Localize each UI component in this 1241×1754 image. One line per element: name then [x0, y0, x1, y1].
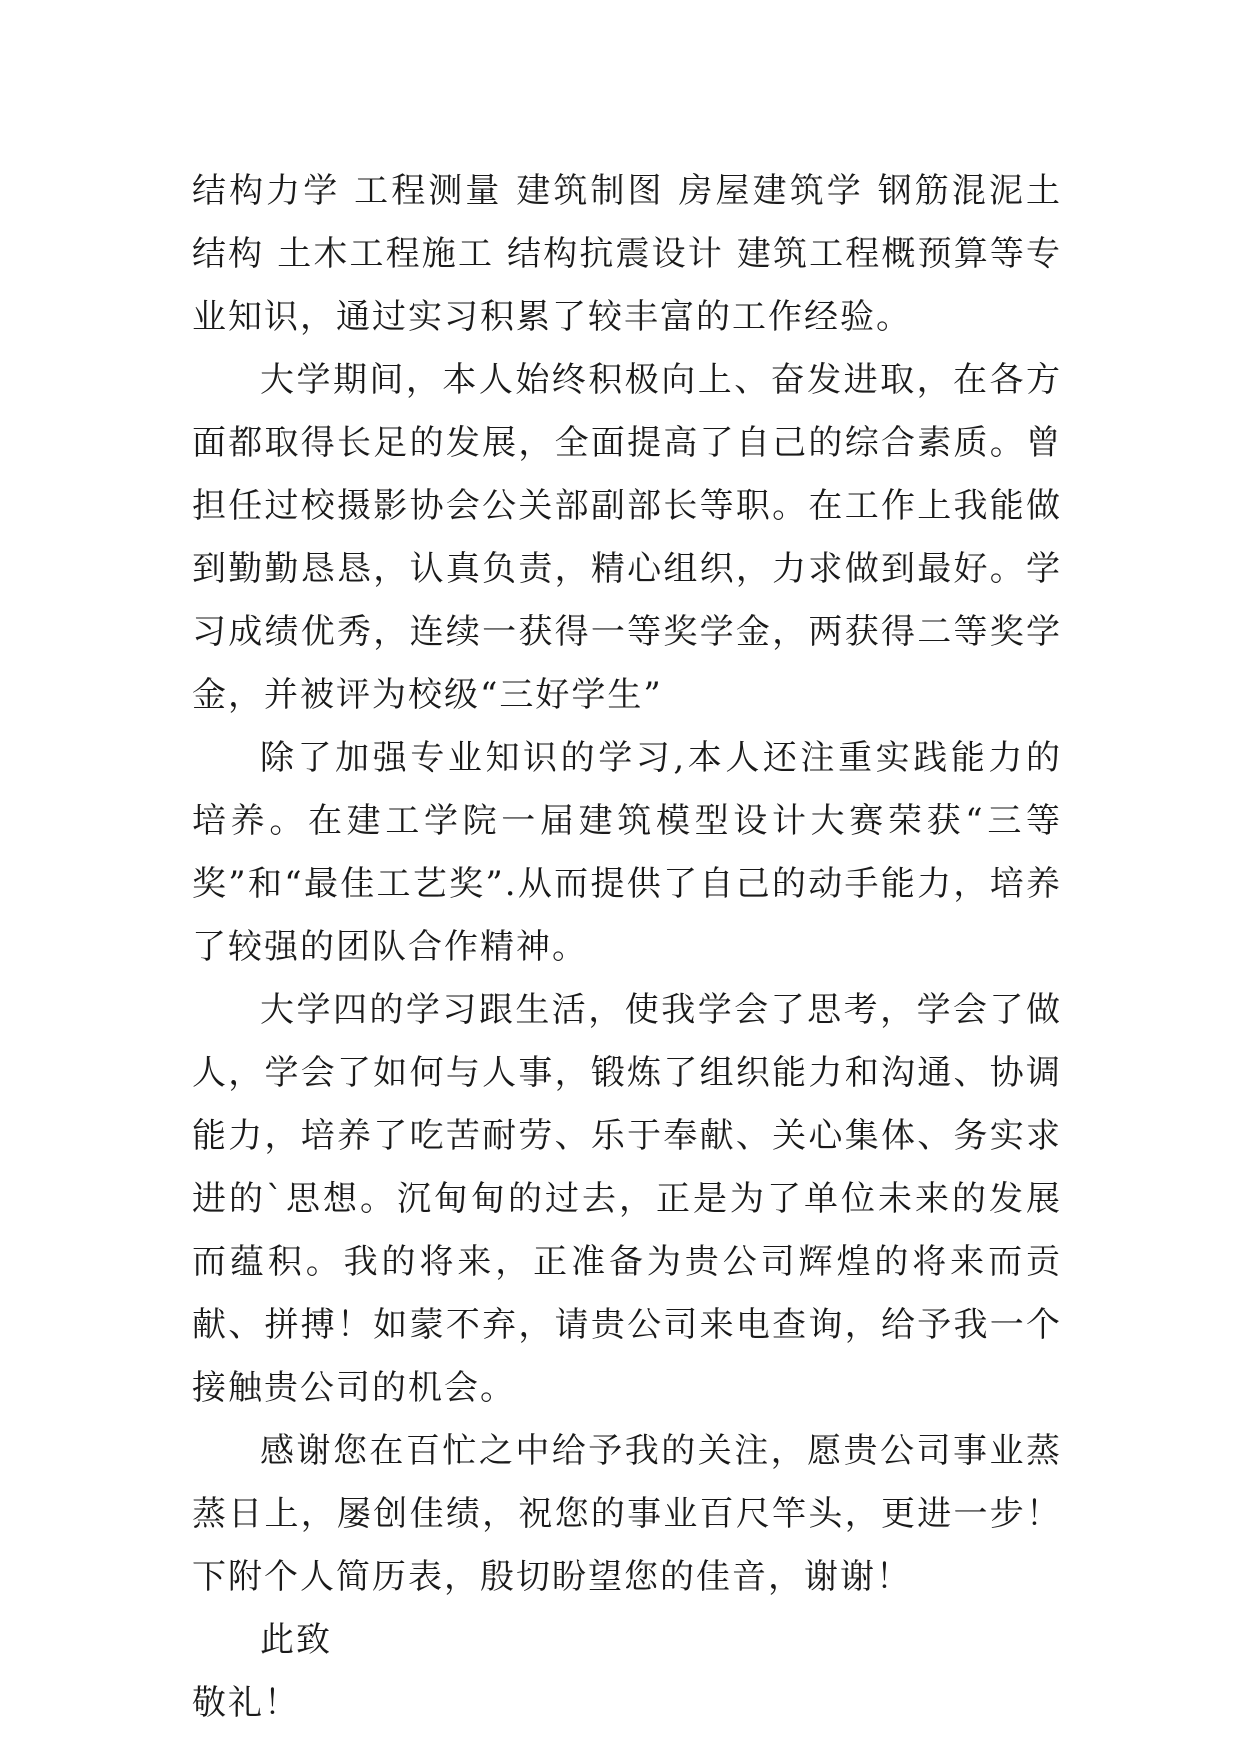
letter-body — [192, 160, 1062, 1735]
paragraph-university-experience: 大学期间，本人始终积极向上、奋发进取，在各方面都取得长足的发展，全面提高了自己的综合素质。曾担任过校摄影协会公关部副部长等职。在工作上我能做到勤勤恳恳，认真负责，精心组织，力求做到最好。学习成绩优秀，连续一获得一等奖学金，两获得二等奖学金，并被评为校级“三好学生” — [192, 360, 1062, 715]
paragraph-practice-ability: 除了加强专业知识的学习,本人还注重实践能力的培养。在建工学院一届建筑模型设计大赛荣获“三等奖”和“最佳工艺奖”.从而提供了自己的动手能力，培养了较强的团队合作精神。 — [192, 738, 1062, 967]
paragraph-summary: 大学四的学习跟生活，使我学会了思考，学会了做人，学会了如何与人事，锻炼了组织能力和沟通、协调能力，培养了吃苦耐劳、乐于奉献、关心集体、务实求进的`思想。沉甸甸的过去，正是为了单位未来的发展而蕴积。我的将来，正准备为贵公司辉煌的将来而贡献、拼搏！如蒙不弃，请贵公司来电查询，给予我一个接触贵公司的机会。 — [192, 990, 1062, 1408]
paragraph-thanks: 感谢您在百忙之中给予我的关注，愿贵公司事业蒸蒸日上，屡创佳绩，祝您的事业百尺竿头，更进一步！下附个人简历表，殷切盼望您的佳音，谢谢！ — [192, 1431, 1062, 1597]
closing-regards: 敬礼！ — [192, 1683, 300, 1723]
paragraph-courses: 结构力学 工程测量 建筑制图 房屋建筑学 钢筋混泥土结构 土木工程施工 结构抗震设计 建筑工程概预算等专业知识，通过实习积累了较丰富的工作经验。 — [192, 171, 1062, 337]
closing-salutation: 此致 — [260, 1620, 332, 1660]
